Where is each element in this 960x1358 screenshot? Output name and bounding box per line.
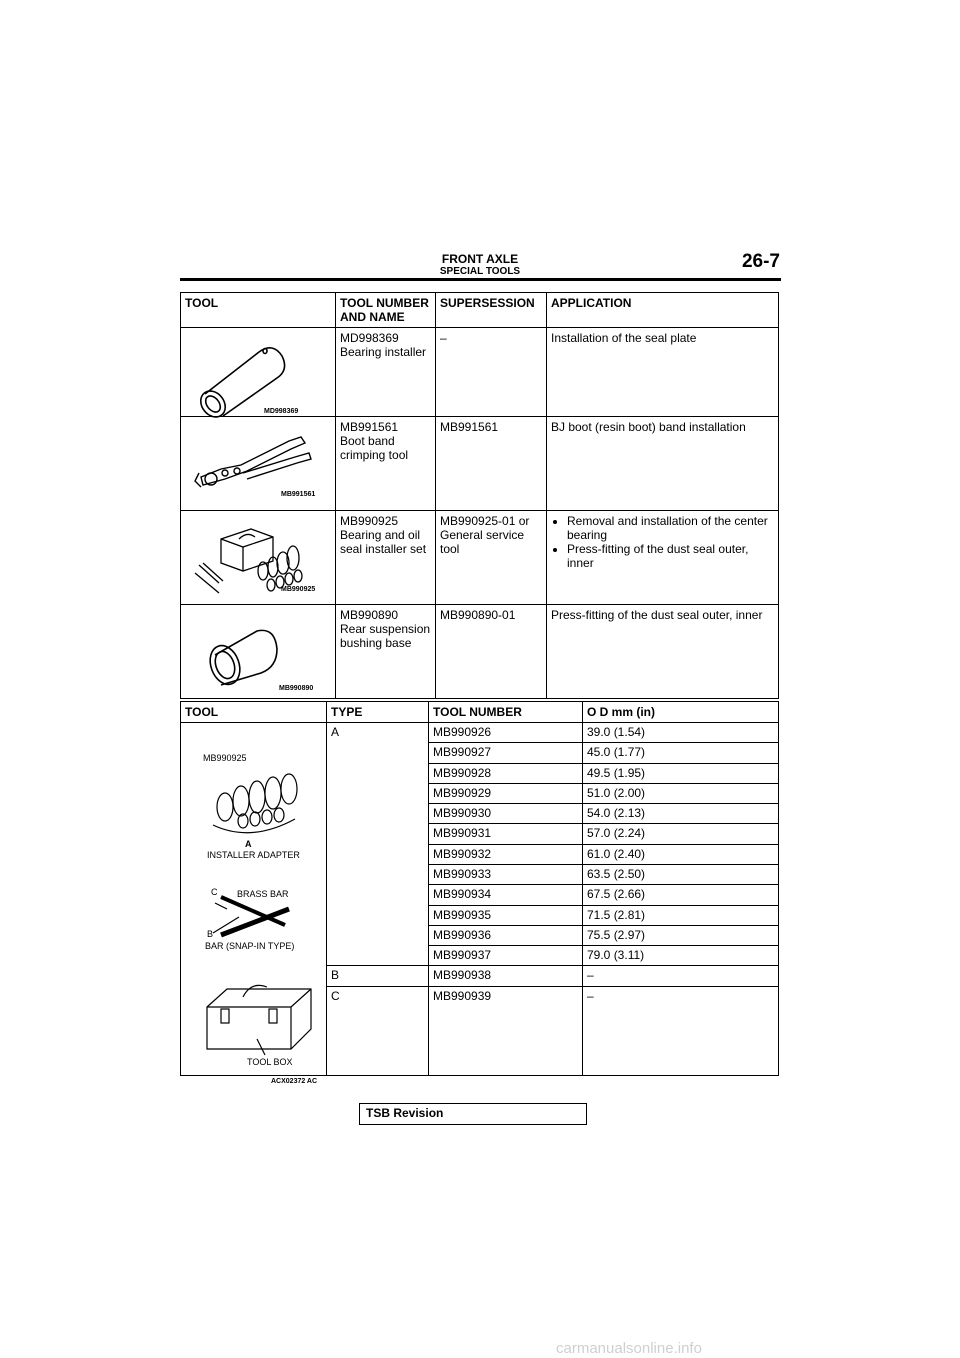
tool-image-label: MB991561 [281,491,316,498]
special-tools-table [180,292,779,699]
col-header-number: TOOL NUMBER AND NAME [336,293,436,328]
od-cell: – [583,966,779,986]
od-cell: 51.0 (2.00) [583,783,779,803]
tool-set-image-cell [181,723,327,1085]
tool-name: Bearing and oil seal installer set [340,528,427,556]
type-cell: C [327,986,429,1075]
application-list [551,514,774,570]
tool-number-cell: MB990935 [429,905,583,925]
col-header-tool: TOOL [181,293,336,328]
supersession-cell: MB990890-01 [436,605,547,699]
boot-band-crimping-tool-illustration [181,417,336,510]
supersession-cell: MB991561 [436,417,547,511]
tool-number-cell: MB990931 [429,824,583,844]
type-cell: A [327,723,429,966]
section-subtitle: SPECIAL TOOLS [439,266,521,277]
tool-number-cell [336,417,436,511]
type-cell: B [327,966,429,986]
tool-image-label: MB990925 [281,586,316,593]
col-header-type: TYPE [327,702,429,723]
bearing-installer-illustration [181,328,336,416]
tsb-revision-label: TSB Revision [366,1106,444,1120]
installer-set-components-illustration [185,725,331,1085]
od-cell: 45.0 (1.77) [583,743,779,763]
header-rule [180,278,781,281]
od-cell: 79.0 (3.11) [583,946,779,966]
od-cell: 63.5 (2.50) [583,864,779,884]
snap-in-bar-label: BAR (SNAP-IN TYPE) [205,941,295,951]
table-header-row [181,702,779,723]
od-cell: 71.5 (2.81) [583,905,779,925]
od-cell: 67.5 (2.66) [583,885,779,905]
tool-number-cell: MB990938 [429,966,583,986]
tool-number: MD998369 [340,331,399,345]
tool-image-cell [181,511,336,605]
tool-image-label: MB990890 [279,685,314,692]
set-label: MB990925 [203,753,247,763]
tool-image-cell [181,605,336,699]
application-bullet: • Removal and installation of the center bearing [567,514,774,542]
tool-number-cell [336,511,436,605]
table-row [181,723,779,743]
tool-number-cell: MB990939 [429,986,583,1075]
tool-number-cell: MB990930 [429,804,583,824]
col-header-tool-number: TOOL NUMBER [429,702,583,723]
footer-watermark: carmanualsonline.info [556,1340,702,1357]
application-cell: Press-fitting of the dust seal outer, inner [547,605,779,699]
tool-image-label: MD998369 [264,408,299,415]
table-row [181,511,779,605]
tool-number-cell: MB990926 [429,723,583,743]
tool-number-cell: MB990929 [429,783,583,803]
od-cell: 49.5 (1.95) [583,763,779,783]
col-header-supersession: SUPERSESSION [436,293,547,328]
installer-set-table [180,701,779,1085]
tool-number-cell: MB990937 [429,946,583,966]
application-cell [547,511,779,605]
col-header-application: APPLICATION [547,293,779,328]
tool-number-cell: MB990932 [429,844,583,864]
brass-bar-label: BRASS BAR [237,889,289,899]
tool-image-cell [181,328,336,417]
application-cell: Installation of the seal plate [547,328,779,417]
tool-number: MB990925 [340,514,399,528]
tool-box-label: TOOL BOX [247,1057,293,1067]
tool-number-cell: MB990934 [429,885,583,905]
supersession-cell: MB990925-01 or General service tool [436,511,547,605]
od-cell: 54.0 (2.13) [583,804,779,824]
tool-number: MB990890 [340,608,399,622]
table-row [181,605,779,699]
tool-number-cell: MB990936 [429,925,583,945]
bushing-base-illustration [181,605,336,698]
figure-code: ACX02372 AC [271,1078,318,1085]
tool-number-cell [336,328,436,417]
col-header-tool: TOOL [181,702,327,723]
page-number: 26-7 [741,251,780,272]
installer-set-illustration [181,511,336,604]
callout-b: B [207,929,214,939]
tool-name: Rear suspension bushing base [340,622,431,650]
od-cell: 39.0 (1.54) [583,723,779,743]
col-header-od: O D mm (in) [583,702,779,723]
callout-a: A [245,839,252,849]
tsb-revision-box [359,1103,587,1125]
tool-number-cell [336,605,436,699]
application-bullet: • Press-fitting of the dust seal outer, inner [567,542,774,570]
table-row [181,417,779,511]
tool-name: Bearing installer [340,345,427,359]
installer-adapter-label: INSTALLER ADAPTER [207,850,300,860]
od-cell: 75.5 (2.97) [583,925,779,945]
od-cell: 61.0 (2.40) [583,844,779,864]
tool-number-cell: MB990927 [429,743,583,763]
od-cell: 57.0 (2.24) [583,824,779,844]
od-cell: – [583,986,779,1075]
tool-number: MB991561 [340,420,399,434]
table-header-row [181,293,779,328]
tool-number-cell: MB990933 [429,864,583,884]
callout-c: C [211,887,218,897]
application-cell: BJ boot (resin boot) band installation [547,417,779,511]
section-title: FRONT AXLE [441,252,519,266]
table-row [181,328,779,417]
tool-image-cell [181,417,336,511]
tool-number-cell: MB990928 [429,763,583,783]
supersession-cell: – [436,328,547,417]
tool-name: Boot band crimping tool [340,434,409,462]
